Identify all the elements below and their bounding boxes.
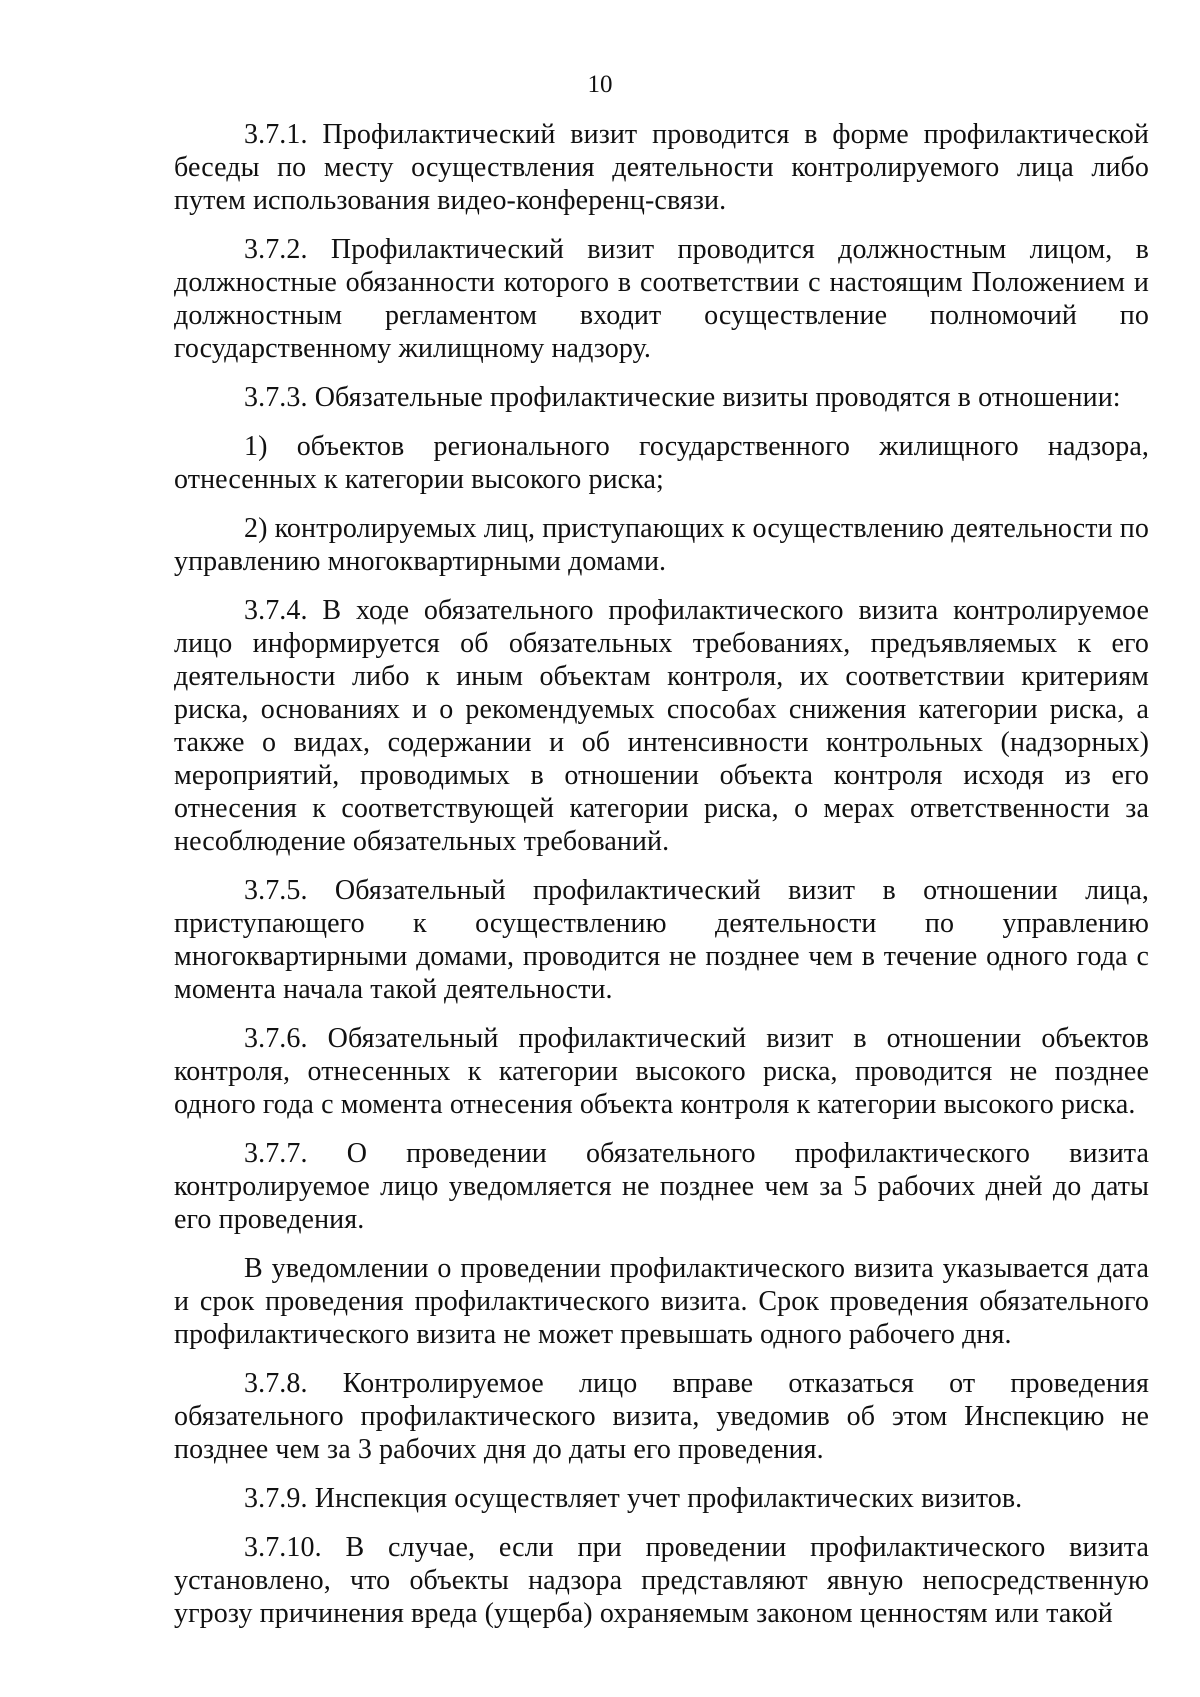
paragraph-3-7-4: 3.7.4. В ходе обязательного профилактического визита контролируемое лицо информируется об обязательных требованиях, предъявляемых к его деятельности либо к иным объектам контроля, их соответствии критериям риска, основаниях и о рекомендуемых способах снижения категории риска, а также о видах, содержании и об интенсивности контрольных (надзорных) мероприятий, проводимых в отношении объекта контроля исходя из его отнесения к соответствующей категории риска, о мерах ответственности за несоблюдение обязательных требований. (174, 595, 1149, 857)
list-item-2: 2) контролируемых лиц, приступающих к осуществлению деятельности по управлению многоквартирными домами. (174, 513, 1149, 577)
document-body (174, 118, 1149, 1646)
paragraph-3-7-7: 3.7.7. О проведении обязательного профилактического визита контролируемое лицо уведомляется не позднее чем за 5 рабочих дней до даты его проведения. (174, 1138, 1149, 1235)
paragraph-3-7-8: 3.7.8. Контролируемое лицо вправе отказаться от проведения обязательного профилактического визита, уведомив об этом Инспекцию не позднее чем за 3 рабочих дня до даты его проведения. (174, 1368, 1149, 1465)
paragraph-3-7-6: 3.7.6. Обязательный профилактический визит в отношении объектов контроля, отнесенных к категории высокого риска, проводится не позднее одного года с момента отнесения объекта контроля к категории высокого риска. (174, 1023, 1149, 1120)
paragraph-3-7-1: 3.7.1. Профилактический визит проводится в форме профилактической беседы по месту осуществления деятельности контролируемого лица либо путем использования видео-конференц-связи. (174, 119, 1149, 216)
paragraph-3-7-9: 3.7.9. Инспекция осуществляет учет профилактических визитов. (244, 1483, 1023, 1514)
paragraph-3-7-2: 3.7.2. Профилактический визит проводится должностным лицом, в должностные обязанности которого в соответствии с настоящим Положением и должностным регламентом входит осуществление полномочий по государственному жилищному надзору. (174, 234, 1149, 364)
page-number: 10 (587, 71, 613, 98)
list-item-1: 1) объектов регионального государственного жилищного надзора, отнесенных к категории высокого риска; (174, 431, 1149, 495)
paragraph-3-7-3: 3.7.3. Обязательные профилактические визиты проводятся в отношении: (244, 382, 1121, 413)
paragraph-3-7-5: 3.7.5. Обязательный профилактический визит в отношении лица, приступающего к осуществлению деятельности по управлению многоквартирными домами, проводится не позднее чем в течение одного года с момента начала такой деятельности. (174, 875, 1149, 1005)
paragraph-3-7-10: 3.7.10. В случае, если при проведении профилактического визита установлено, что объекты надзора представляют явную непосредственную угрозу причинения вреда (ущерба) охраняемым законом ценностям или такой (174, 1532, 1149, 1629)
paragraph-notification: В уведомлении о проведении профилактического визита указывается дата и срок проведения профилактического визита. Срок проведения обязательного профилактического визита не может превышать одного рабочего дня. (174, 1253, 1149, 1350)
